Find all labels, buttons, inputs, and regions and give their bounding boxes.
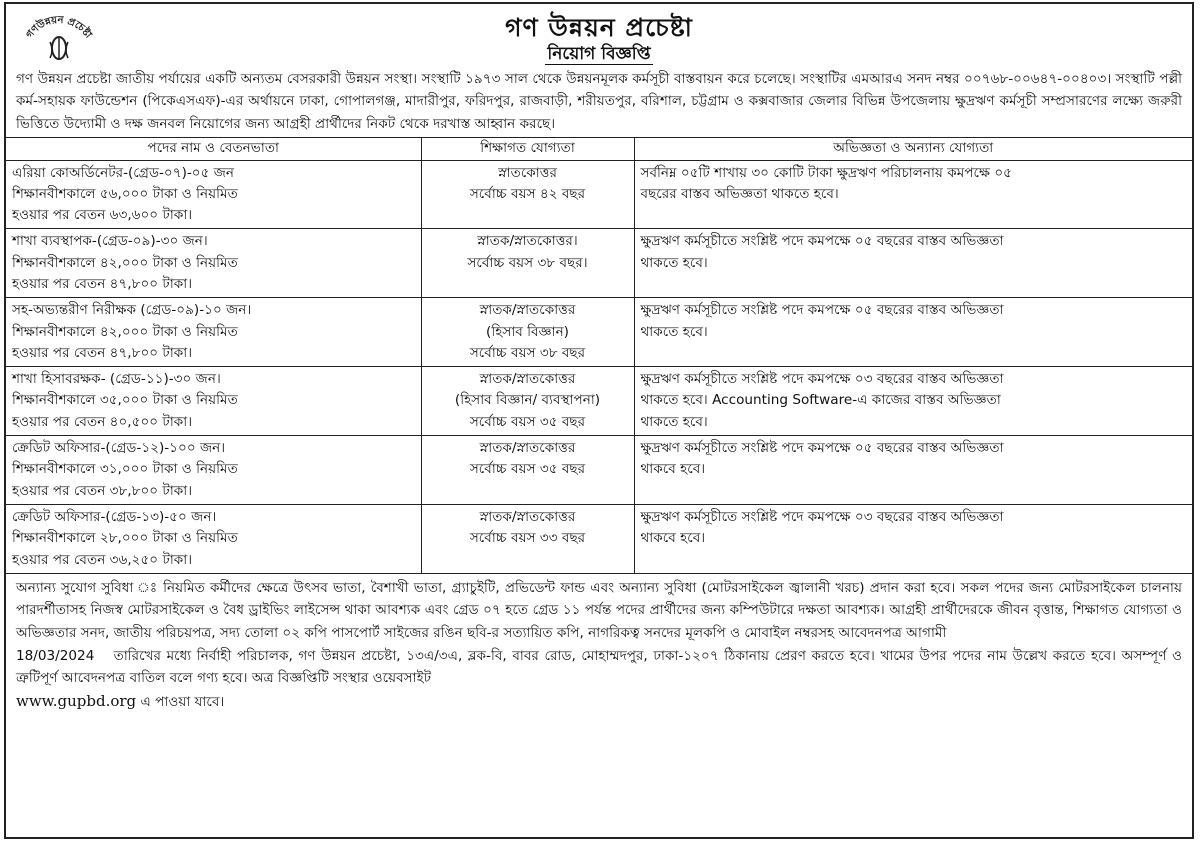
intro-paragraph: গণ উন্নয়ন প্রচেষ্টা জাতীয় পর্যায়ের একটি অন্যতম বেসরকারী উন্নয়ন সংস্থা। সংস্থাটি ১৯৭৩ সাল থেকে উন্নয়নমূলক কর্মসূচী বাস্তবায়ন করে চলেছে। সংস্থাটির এমআরএ সনদ নম্বর ০০৭৬৮-০০৬৪৭-০০৪০৩। সংস্থাটি পল্লী কর্ম-সহায়ক ফাউন্ডেশন (পিকেএসএফ)-এর অর্থায়নে ঢাকা, গোপালগঞ্জ, মাদারীপুর, ফরিদপুর, রাজবাড়ী, শরীয়তপুর, বরিশাল, চট্টগ্রাম ও কক্সবাজার জেলার বিভিন্ন উপজেলায় ক্ষুদ্রঋণ কর্মসূচী সম্প্রসারণের লক্ষ্যে জরুরী ভিত্তিতে উদ্যোমী ও দক্ষ জনবল নিয়োগের জন্য আগ্রহী প্রার্থীদের নিকট থেকে দরখাস্ত আহ্বান করছে।	[16, 71, 1182, 132]
table-row	[6, 367, 1192, 436]
experience-cell: ক্ষুদ্রঋণ কর্মসূচীতে সংশ্লিষ্ট পদে কমপক্ষে ০৩ বছরের বাস্তব অভিজ্ঞতা থাকবে হবে।	[634, 504, 1192, 573]
notice-header	[6, 4, 1192, 66]
organization-name: গণ উন্নয়ন প্রচেষ্টা	[505, 13, 693, 42]
post-cell: শাখা হিসাবরক্ষক- (গ্রেড-১১)-৩০ জন। শিক্ষানবীশকালে ৩৫,০০০ টাকা ও নিয়মিত হওয়ার পর বেতন ৪০,৫০০ টাকা।	[6, 367, 421, 436]
job-notice	[4, 2, 1194, 839]
education-cell: স্নাতক/স্নাতকোত্তর (হিসাব বিজ্ঞান) সর্বোচ্চ বয়স ৩৮ বছর	[421, 298, 634, 367]
education-cell: স্নাতক/স্নাতকোত্তর। সর্বোচ্চ বয়স ৩৮ বছর।	[421, 229, 634, 298]
education-cell: স্নাতক/স্নাতকোত্তর সর্বোচ্চ বয়স ৩৩ বছর	[421, 504, 634, 573]
header-post-salary: পদের নাম ও বেতনভাতা	[6, 138, 421, 160]
experience-cell: ক্ষুদ্রঋণ কর্মসূচীতে সংশ্লিষ্ট পদে কমপক্ষে ০৫ বছরের বাস্তব অভিজ্ঞতা থাকতে হবে।	[634, 229, 1192, 298]
post-cell: ক্রেডিট অফিসার-(গ্রেড-১২)-১০০ জন। শিক্ষানবীশকালে ৩১,০০০ টাকা ও নিয়মিত হওয়ার পর বেতন ৩৮,৮০০ টাকা।	[6, 436, 421, 505]
benefits-and-application-text: অন্যান্য সুযোগ সুবিধা ঃ নিয়মিত কর্মীদের ক্ষেত্রে উৎসব ভাতা, বৈশাখী ভাতা, গ্র্যাচুইটি, প্রভিডেন্ট ফান্ড এবং অন্যান্য সুবিধা (মোটরসাইকেল জ্বালানী খরচ) প্রদান করা হবে। সকল পদের জন্য মোটরসাইকেল চালনায় পারদর্শীতাসহ নিজস্ব মোটরসাইকেল ও বৈধ ড্রাইভিং লাইসেন্স থাকা আবশ্যক এবং গ্রেড ০৭ হতে গ্রেড ১১ পর্যন্ত পদের প্রার্থীদের জন্য কম্পিউটারে দক্ষতা আবশ্যক। আগ্রহী প্রার্থীদেরকে জীবন বৃত্তান্ত, শিক্ষাগত যোগ্যতা ও অভিজ্ঞতার সনদ, জাতীয় পরিচয়পত্র, সদ্য তোলা ০২ কপি পাসপোর্ট সাইজের রঙিন ছবি-র সত্যায়িত কপি, নাগরিকত্ব সনদের মূলকপি ও মোবাইল নম্বরসহ আবেদনপত্র আগামী	[16, 579, 1182, 642]
experience-cell: ক্ষুদ্রঋণ কর্মসূচীতে সংশ্লিষ্ট পদে কমপক্ষে ০৫ বছরের বাস্তব অভিজ্ঞতা থাকতে হবে।	[634, 298, 1192, 367]
education-cell: স্নাতক/স্নাতকোত্তর (হিসাব বিজ্ঞান/ ব্যবস্থাপনা) সর্বোচ্চ বয়স ৩৫ বছর	[421, 367, 634, 436]
logo-text: গণউন্নয়ন প্রচেষ্টা	[24, 14, 94, 41]
table-row	[6, 298, 1192, 367]
header-education: শিক্ষাগত যোগ্যতা	[421, 138, 634, 160]
notice-title: নিয়োগ বিজ্ঞপ্তি	[547, 44, 651, 64]
education-cell: স্নাতকোত্তর সর্বোচ্চ বয়স ৪২ বছর	[421, 160, 634, 229]
table-row	[6, 436, 1192, 505]
website-suffix-text: এ পাওয়া যাবে।	[140, 693, 225, 710]
experience-cell: ক্ষুদ্রঋণ কর্মসূচীতে সংশ্লিষ্ট পদে কমপক্ষে ০৫ বছরের বাস্তব অভিজ্ঞতা থাকবে হবে।	[634, 436, 1192, 505]
education-cell: স্নাতক/স্নাতকোত্তর সর্বোচ্চ বয়স ৩৫ বছর	[421, 436, 634, 505]
submission-address-text: তারিখের মধ্যে নির্বাহী পরিচালক, গণ উন্নয়ন প্রচেষ্টা, ১৩এ/৩এ, ব্লক-বি, বাবর রোড, মোহাম্মদপুর, ঢাকা-১২০৭ ঠিকানায় প্রেরণ করতে হবে। খামের উপর পদের নাম উল্লেখ করতে হবে। অসম্পূর্ণ ও ত্রুটিপূর্ণ আবেদনপত্র বাতিল বলে গণ্য হবে। অত্র বিজ্ঞপ্তিটি সংস্থার ওয়েবসাইট	[16, 647, 1182, 687]
experience-cell: সর্বনিম্ন ০৫টি শাখায় ৩০ কোটি টাকা ক্ষুদ্রঋণ পরিচালনায় কমপক্ষে ০৫ বছরের বাস্তব অভিজ্ঞতা থাকতে হবে।	[634, 160, 1192, 229]
table-row	[6, 504, 1192, 573]
table-row	[6, 160, 1192, 229]
deadline-date: 18/03/2024	[16, 647, 95, 664]
website-link[interactable]: www.gupbd.org	[16, 691, 137, 710]
post-cell: শাখা ব্যবস্থাপক-(গ্রেড-০৯)-৩০ জন। শিক্ষানবীশকালে ৪২,০০০ টাকা ও নিয়মিত হওয়ার পর বেতন ৪৭,৮০০ টাকা।	[6, 229, 421, 298]
header-experience: অভিজ্ঞতা ও অন্যান্য যোগ্যতা	[634, 138, 1192, 160]
jobs-table	[6, 137, 1192, 574]
post-cell: ক্রেডিট অফিসার-(গ্রেড-১৩)-৫০ জন। শিক্ষানবীশকালে ২৮,০০০ টাকা ও নিয়মিত হওয়ার পর বেতন ৩৬,২৫০ টাকা।	[6, 504, 421, 573]
footer-paragraph	[6, 574, 1192, 717]
post-cell: এরিয়া কোঅর্ডিনেটর-(গ্রেড-০৭)-০৫ জন শিক্ষানবীশকালে ৫৬,০০০ টাকা ও নিয়মিত হওয়ার পর বেতন ৬৩,৬০০ টাকা।	[6, 160, 421, 229]
table-row	[6, 229, 1192, 298]
table-header-row	[6, 138, 1192, 160]
experience-cell: ক্ষুদ্রঋণ কর্মসূচীতে সংশ্লিষ্ট পদে কমপক্ষে ০৩ বছরের বাস্তব অভিজ্ঞতা থাকতে হবে। Accounting Software-এ কাজের বাস্তব অভিজ্ঞতা থাকতে হবে।	[634, 367, 1192, 436]
post-cell: সহ-অভ্যন্তরীণ নিরীক্ষক (গ্রেড-০৯)-১০ জন। শিক্ষানবীশকালে ৪২,০০০ টাকা ও নিয়মিত হওয়ার পর বেতন ৪৭,৮০০ টাকা।	[6, 298, 421, 367]
